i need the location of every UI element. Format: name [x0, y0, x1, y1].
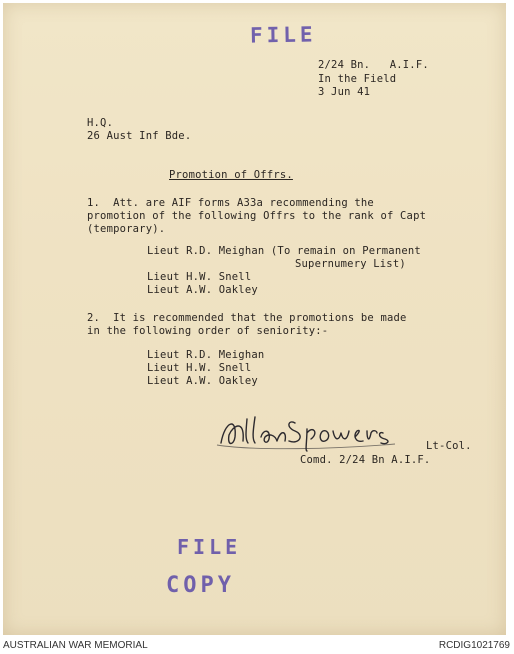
subject-heading: Promotion of Offrs.	[169, 169, 293, 181]
file-stamp-bottom: FILE	[177, 535, 242, 559]
handwritten-signature	[215, 411, 429, 453]
list2-item3: Lieut A.W. Oakley	[147, 375, 258, 387]
para2-line2: in the following order of seniority:-	[87, 325, 329, 337]
header-unit: 2/24 Bn. A.I.F.	[318, 59, 429, 71]
list1-item1b: Supernumery List)	[295, 258, 406, 270]
para1-line3: (temporary).	[87, 223, 166, 235]
addressee-line1: H.Q.	[87, 117, 114, 129]
list1-item2: Lieut H.W. Snell	[147, 271, 252, 283]
list1-item1a: Lieut R.D. Meighan (To remain on Permanent	[147, 245, 421, 257]
signature-rank: Lt-Col.	[426, 440, 472, 452]
para2-line1: 2. It is recommended that the promotions be made	[87, 312, 407, 324]
para1-line2: promotion of the following Offrs to the rank of Capt	[87, 210, 427, 222]
footer-institution: AUSTRALIAN WAR MEMORIAL	[3, 640, 148, 651]
footer-record-id: RCDIG1021769	[438, 640, 510, 651]
file-stamp-top: FILE	[249, 22, 317, 48]
addressee-line2: 26 Aust Inf Bde.	[87, 130, 192, 142]
list2-item1: Lieut R.D. Meighan	[147, 349, 265, 361]
list2-item2: Lieut H.W. Snell	[147, 362, 252, 374]
signature-title: Comd. 2/24 Bn A.I.F.	[300, 454, 431, 466]
archive-footer	[0, 637, 514, 654]
copy-stamp-bottom: COPY	[166, 573, 235, 598]
para1-line1: 1. Att. are AIF forms A33a recommending the	[87, 197, 374, 209]
list1-item3: Lieut A.W. Oakley	[147, 284, 258, 296]
document-page	[3, 3, 506, 635]
header-location: In the Field	[318, 73, 397, 85]
header-date: 3 Jun 41	[318, 86, 371, 98]
